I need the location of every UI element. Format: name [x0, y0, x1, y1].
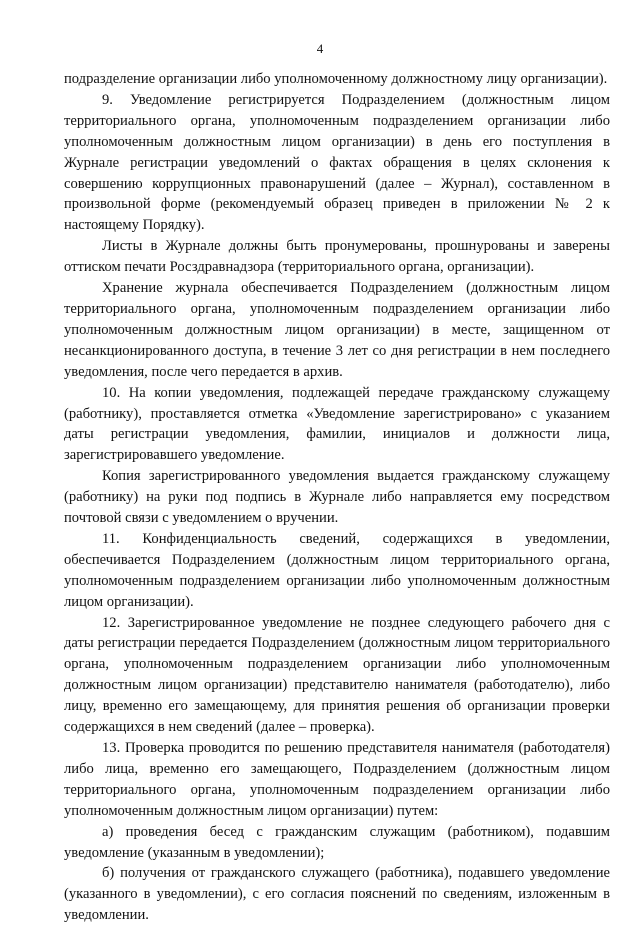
page-number: 4: [316, 41, 324, 56]
paragraph-item-11: 11. Конфиденциальность сведений, содержащихся в уведомлении, обеспечивается Подразделением (должностным лицом территориального органа, уполномоченным подразделением организации либо уполномоченным должностным лицом организации).: [64, 530, 610, 610]
paragraph-journal-storage: Хранение журнала обеспечивается Подразделением (должностным лицом территориального органа, уполномоченным подразделением организации либо уполномоченным должностным лицом организации) в месте, защищенном от несанкционированного доступа, в течение 3 лет со дня регистрации в нем последнего уведомления, после чего передается в архив.: [64, 280, 610, 380]
paragraph-item-13a: а) проведения бесед с гражданским служащим (работником), подавшим уведомление (указанным в уведомлении);: [64, 823, 610, 861]
paragraph-copy-delivery: Копия зарегистрированного уведомления выдается гражданскому служащему (работнику) на руки под подпись в Журнале либо направляется ему посредством почтовой связи с уведомлением о вручении.: [64, 468, 610, 527]
paragraph-journal-sheets: Листы в Журнале должны быть пронумерованы, прошнурованы и заверены оттиском печати Росздравнадзора (территориального органа, организации).: [64, 238, 610, 276]
paragraph-item-10: 10. На копии уведомления, подлежащей передаче гражданскому служащему (работнику), проставляется отметка «Уведомление зарегистрировано» с указанием даты регистрации уведомления, фамилии, инициалов и должности лица, зарегистрировавшего уведомление.: [64, 384, 610, 464]
paragraph-item-12: 12. Зарегистрированное уведомление не позднее следующего рабочего дня с даты регистрации передается Подразделением (должностным лицом территориального органа, уполномоченным подразделением организации либо уполномоченным должностным лицом организации) представителю нанимателя (работодателю), либо лицу, временно его замещающему, для принятия решения об организации проверки содержащихся в нем сведений (далее – проверка).: [64, 614, 610, 736]
paragraph-item-13b: б) получения от гражданского служащего (работника), подавшего уведомление (указанного в уведомлении), с его согласия пояснений по сведениям, изложенным в уведомлении.: [64, 865, 610, 924]
paragraph-item-13: 13. Проверка проводится по решению представителя нанимателя (работодателя) либо лица, временно его замещающего, Подразделением (должностным лицом территориального органа, уполномоченным подразделением организации либо уполномоченным должностным лицом организации) путем:: [64, 740, 610, 819]
paragraph-continuation: подразделение организации либо уполномоченному должностному лицу организации).: [64, 71, 608, 87]
document-body: [64, 69, 610, 926]
paragraph-item-9: 9. Уведомление регистрируется Подразделением (должностным лицом территориального органа, уполномоченным подразделением организации либо уполномоченным должностным лицом организации) в день его поступления в Журнале регистрации уведомлений о фактах обращения в целях склонения к совершению коррупционных правонарушений (далее – Журнал), составленном в произвольной форме (рекомендуемый образец приведен в приложении № 2 к настоящему Порядку).: [64, 91, 610, 234]
